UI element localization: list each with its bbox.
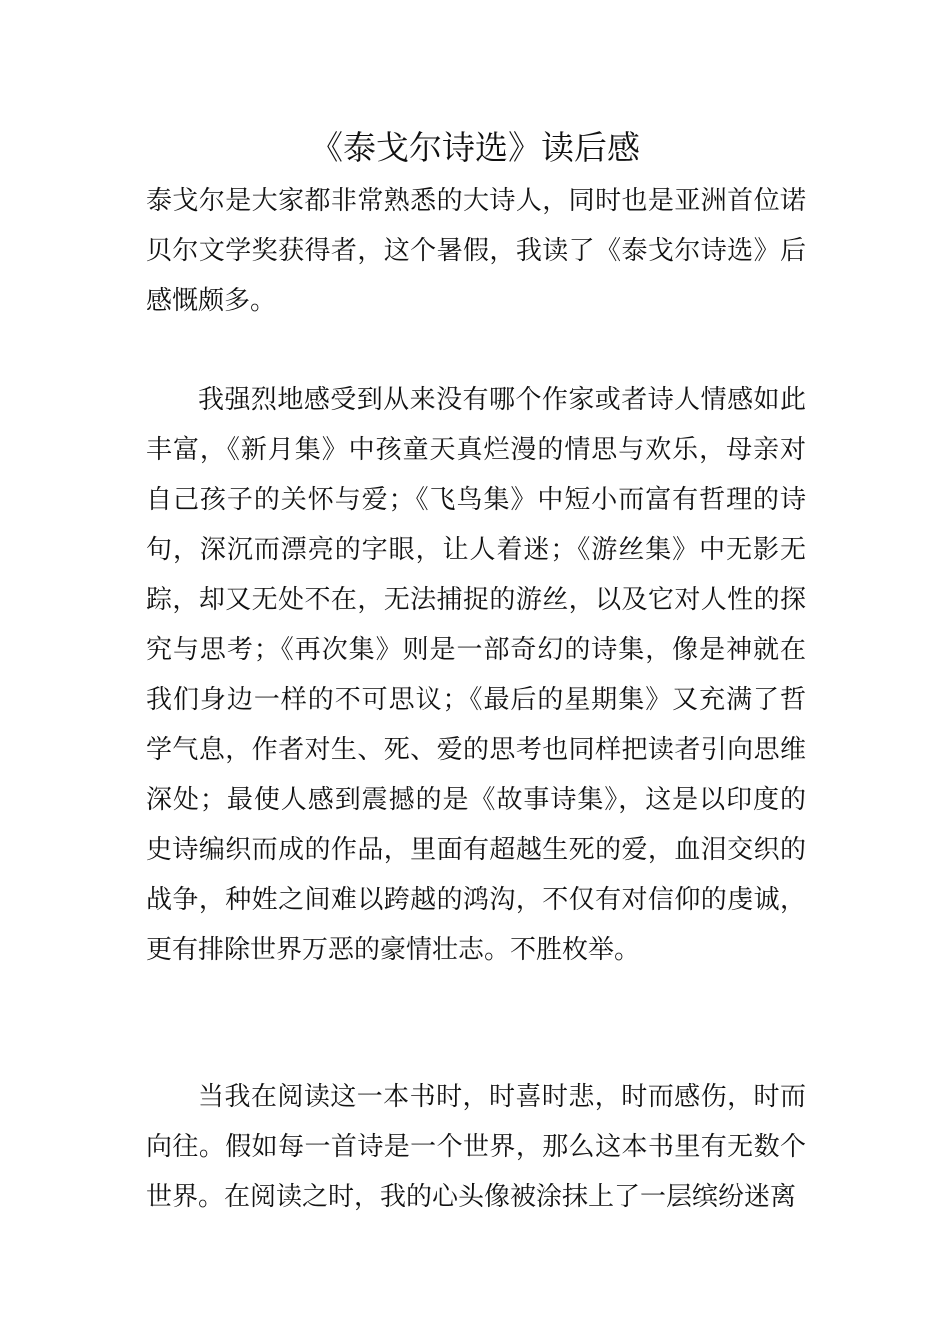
paragraph-reading: 当我在阅读这一本书时，时喜时悲，时而感伤，时而向往。假如每一首诗是一个世界，那么这本书里有无数个世界。在阅读之时，我的心头像被涂抹上了一层缤纷迷离 <box>146 1082 806 1212</box>
paragraph-intro: 泰戈尔是大家都非常熟悉的大诗人，同时也是亚洲首位诺贝尔文学奖获得者，这个暑假，我读了《泰戈尔诗选》后感慨颇多。 <box>146 186 806 316</box>
document-title: 《泰戈尔诗选》读后感 <box>310 128 640 167</box>
paragraph-collections: 我强烈地感受到从来没有哪个作家或者诗人情感如此丰富，《新月集》中孩童天真烂漫的情思与欢乐，母亲对自己孩子的关怀与爱；《飞鸟集》中短小而富有哲理的诗句，深沉而漂亮的字眼，让人着迷；《游丝集》中无影无踪，却又无处不在，无法捕捉的游丝，以及它对人性的探究与思考；《再次集》则是一部奇幻的诗集，像是神就在我们身边一样的不可思议；《最后的星期集》又充满了哲学气息，作者对生、死、爱的思考也同样把读者引向思维深处；最使人感到震撼的是《故事诗集》，这是以印度的史诗编织而成的作品，里面有超越生死的爱，血泪交织的战争，种姓之间难以跨越的鸿沟，不仅有对信仰的虔诚，更有排除世界万恶的豪情壮志。不胜枚举。 <box>146 385 806 965</box>
